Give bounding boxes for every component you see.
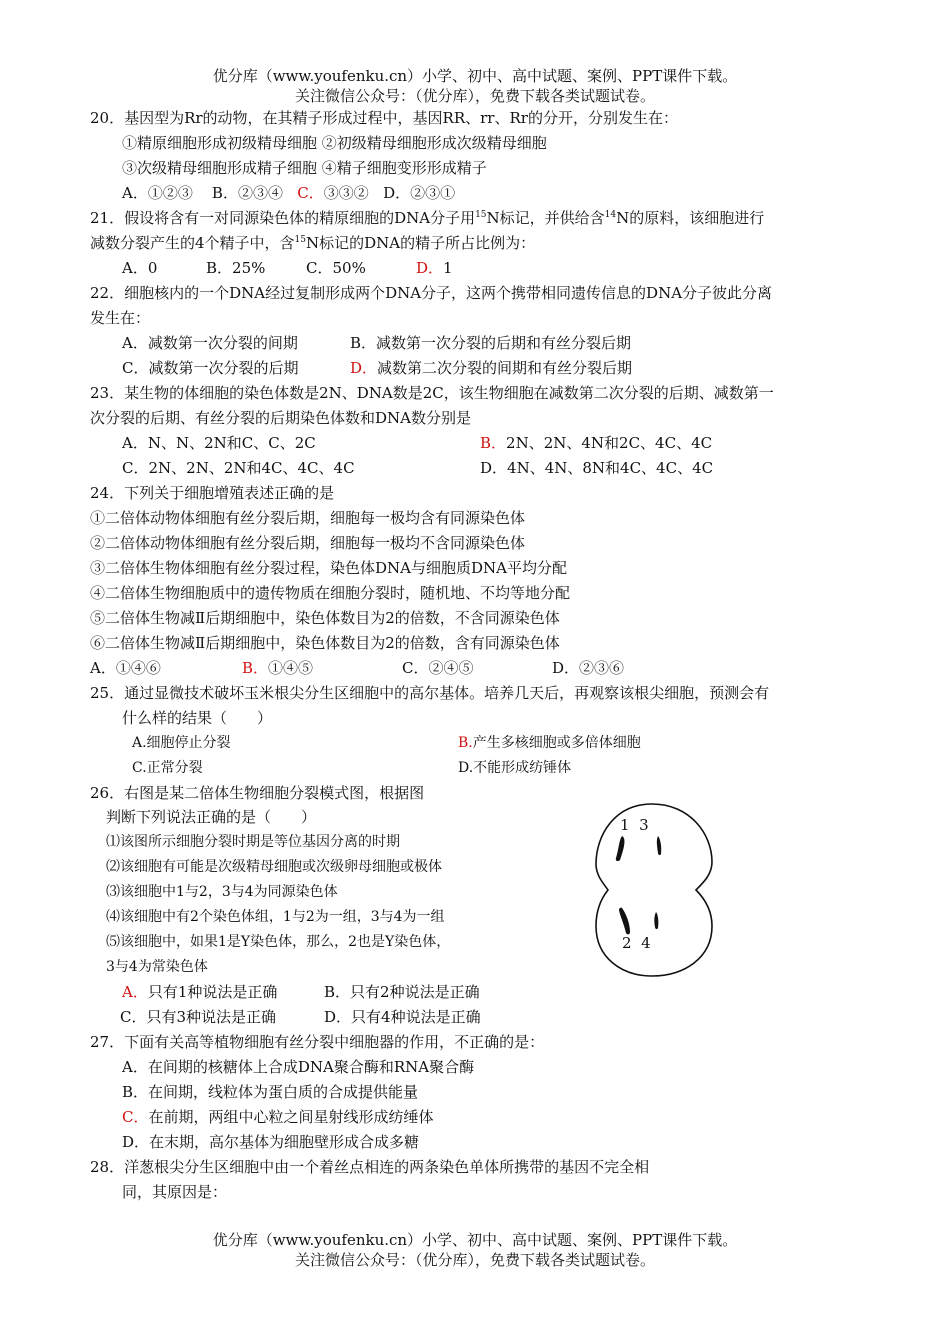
q28-stem-2: 同，其原因是： (122, 1183, 228, 1201)
q23-option-b-letter: B． (480, 434, 507, 452)
q22-option-c: C．减数第一次分裂的后期 (122, 359, 299, 377)
q26-option-d: D．只有4种说法是正确 (324, 1008, 481, 1026)
q24-option-b-text: ①④⑤ (268, 659, 314, 677)
chromosome-3 (657, 836, 661, 855)
q24-option-b-letter: B． (242, 659, 269, 677)
q22-option-d-letter: D． (350, 359, 378, 377)
q24-statement-2: ②二倍体动物体细胞有丝分裂后期，细胞每一极均不含同源染色体 (90, 534, 526, 552)
q24-statement-5: ⑤二倍体生物减Ⅱ后期细胞中，染色体数目为2的倍数，不含同源染色体 (90, 609, 560, 627)
q26-stem-2: 判断下列说法正确的是（ ） (106, 808, 317, 826)
q21-stem-line-2 (90, 231, 535, 256)
q26-option-a-letter: A． (122, 983, 148, 1001)
chromosome-1 (616, 836, 625, 861)
q25-option-b-letter: B. (458, 735, 473, 751)
q27-option-c-letter: C． (122, 1108, 149, 1126)
q26-option-c: C．只有3种说法是正确 (120, 1008, 277, 1026)
chromosome-labels-bottom: 2 4 (622, 934, 651, 952)
q24-option-c: C．②④⑤ (402, 659, 474, 677)
q20-options (122, 181, 455, 206)
q23-stem-2: 次分裂的后期、有丝分裂的后期染色体数和DNA数分别是 (90, 409, 471, 427)
q22-option-d-text: 减数第二次分裂的间期和有丝分裂后期 (377, 359, 633, 377)
q21-line2-b: N标记的DNA的精子所占比例为： (306, 234, 536, 252)
q20-stem: 20．基因型为Rr的动物，在其精子形成过程中，基因RR、rr、Rr的分开，分别发生在： (90, 109, 678, 127)
footer-line-2: 关注微信公众号：（优分库），免费下载各类试题试卷。 (294, 1251, 655, 1269)
q20-option-c-text: ③③② (323, 184, 369, 202)
q26-option-b: B．只有2种说法是正确 (324, 983, 480, 1001)
cell-outline (596, 804, 712, 976)
cell-division-figure (592, 800, 722, 980)
q21-sup-2: 14 (604, 210, 617, 220)
chromosome-labels-top: 1 3 (620, 816, 649, 834)
q22-option-a: A．减数第一次分裂的间期 (122, 334, 298, 352)
footer-line-1: 优分库（www.youfenku.cn）小学、初中、高中试题、案例、PPT课件下载。 (212, 1231, 738, 1249)
q25-stem-1: 25．通过显微技术破坏玉米根尖分生区细胞中的高尔基体。培养几天后，再观察该根尖细胞，预测会有 (90, 684, 770, 702)
q26-option-a-text: 只有1种说法是正确 (147, 983, 278, 1001)
q26-statement-3: ⑶该细胞中1与2，3与4为同源染色体 (106, 884, 338, 900)
q23-stem-1: 23．某生物的体细胞的染色体数是2N、DNA数是2C，该生物细胞在减数第二次分裂的后期、减数第一 (90, 384, 774, 402)
q25-option-d: D.不能形成纺锤体 (458, 760, 572, 776)
q26-statement-4: ⑷该细胞中有2个染色体组，1与2为一组，3与4为一组 (106, 909, 445, 925)
q26-statement-5: ⑸该细胞中，如果1是Y染色体，那么，2也是Y染色体， (106, 934, 451, 950)
q26-statement-5b: 3与4为常染色体 (106, 959, 208, 975)
chromosome-4 (654, 912, 658, 929)
header-line-1: 优分库（www.youfenku.cn）小学、初中、高中试题、案例、PPT课件下载。 (212, 67, 738, 85)
q23-option-a: A．N、N、2N和C、C、2C (122, 434, 316, 452)
q22-stem-1: 22．细胞核内的一个DNA经过复制形成两个DNA分子，这两个携带相同遗传信息的DNA分子彼此分离 (90, 284, 773, 302)
chromosome-2 (619, 908, 630, 935)
q27-option-b: B．在间期，线粒体为蛋白质的合成提供能量 (122, 1083, 419, 1101)
q24-option-d: D．②③⑥ (552, 659, 625, 677)
q26-statement-2: ⑵该细胞有可能是次级精母细胞或次级卵母细胞或极体 (106, 859, 442, 875)
q21-line2-a: 减数分裂产生的4个精子中，含 (90, 234, 295, 252)
q20-option-a: A．①②③ (122, 184, 193, 202)
q27-option-a: A．在间期的核糖体上合成DNA聚合酶和RNA聚合酶 (122, 1058, 475, 1076)
q26-statement-1: ⑴该图所示细胞分裂时期是等位基因分离的时期 (106, 834, 400, 850)
q23-option-d: D．4N、4N、8N和4C、4C、4C (480, 459, 714, 477)
q21-option-d (416, 256, 453, 281)
q20-items-1: ①精原细胞形成初级精母细胞 ②初级精母细胞形成次级精母细胞 (122, 134, 547, 152)
q20-option-c-letter: C． (297, 184, 324, 202)
q23-option-b (480, 431, 712, 456)
q26-option-a (122, 980, 277, 1005)
q27-option-c-text: 在前期，两组中心粒之间星射线形成纺缍体 (148, 1108, 434, 1126)
q22-stem-2: 发生在： (90, 309, 151, 327)
q21-stem-a: 21．假设将含有一对同源染色体的精原细胞的DNA分子用 (90, 209, 476, 227)
q25-option-b-text: 产生多核细胞或多倍体细胞 (472, 735, 641, 751)
q25-option-a: A.细胞停止分裂 (132, 735, 231, 751)
q24-statement-4: ④二倍体生物细胞质中的遗传物质在细胞分裂时，随机地、不均等地分配 (90, 584, 571, 602)
q24-option-a: A．①④⑥ (90, 659, 161, 677)
q27-option-c (122, 1105, 434, 1130)
q22-option-d (350, 356, 632, 381)
q21-option-d-text: 1 (443, 259, 453, 277)
q21-stem-c: N的原料，该细胞进行 (616, 209, 765, 227)
q24-statement-6: ⑥二倍体生物减Ⅱ后期细胞中，染色体数目为2的倍数，含有同源染色体 (90, 634, 560, 652)
q24-statement-3: ③二倍体生物体细胞有丝分裂过程，染色体DNA与细胞质DNA平均分配 (90, 559, 567, 577)
q21-stem-b: N标记，并供给含 (486, 209, 605, 227)
q21-stem (90, 206, 764, 231)
q21-sup-1: 15 (475, 210, 487, 220)
q21-option-c: C．50% (306, 259, 366, 277)
q21-option-d-letter: D． (416, 259, 444, 277)
q25-option-b (458, 731, 641, 756)
q28-stem-1: 28．洋葱根尖分生区细胞中由一个着丝点相连的两条染色单体所携带的基因不完全相 (90, 1158, 650, 1176)
q27-option-d: D．在末期，高尔基体为细胞壁形成合成多糖 (122, 1133, 420, 1151)
q24-option-b (242, 656, 313, 681)
q20-items-2: ③次级精母细胞形成精子细胞 ④精子细胞变形形成精子 (122, 159, 487, 177)
q25-stem-2: 什么样的结果（ ） (122, 709, 273, 727)
q23-option-b-text: 2N、2N、4N和2C、4C、4C (506, 434, 713, 452)
q21-option-a: A．0 (122, 259, 158, 277)
q26-stem-1: 26．右图是某二倍体生物细胞分裂模式图，根据图 (90, 784, 425, 802)
q21-option-b: B．25% (206, 259, 266, 277)
q20-option-b: B．②③④ (211, 184, 283, 202)
q27-stem: 27．下面有关高等植物细胞有丝分裂中细胞器的作用，不正确的是： (90, 1033, 545, 1051)
q23-option-c: C．2N、2N、2N和4C、4C、4C (122, 459, 355, 477)
header-line-2: 关注微信公众号：（优分库），免费下载各类试题试卷。 (294, 87, 655, 105)
q25-option-c: C.正常分裂 (132, 760, 203, 776)
q24-statement-1: ①二倍体动物体细胞有丝分裂后期，细胞每一极均含有同源染色体 (90, 509, 526, 527)
q24-stem: 24．下列关于细胞增殖表述正确的是 (90, 484, 335, 502)
q22-option-b: B．减数第一次分裂的后期和有丝分裂后期 (350, 334, 632, 352)
q20-option-d: D．②③① (383, 184, 456, 202)
q21-sup-3: 15 (294, 235, 306, 245)
